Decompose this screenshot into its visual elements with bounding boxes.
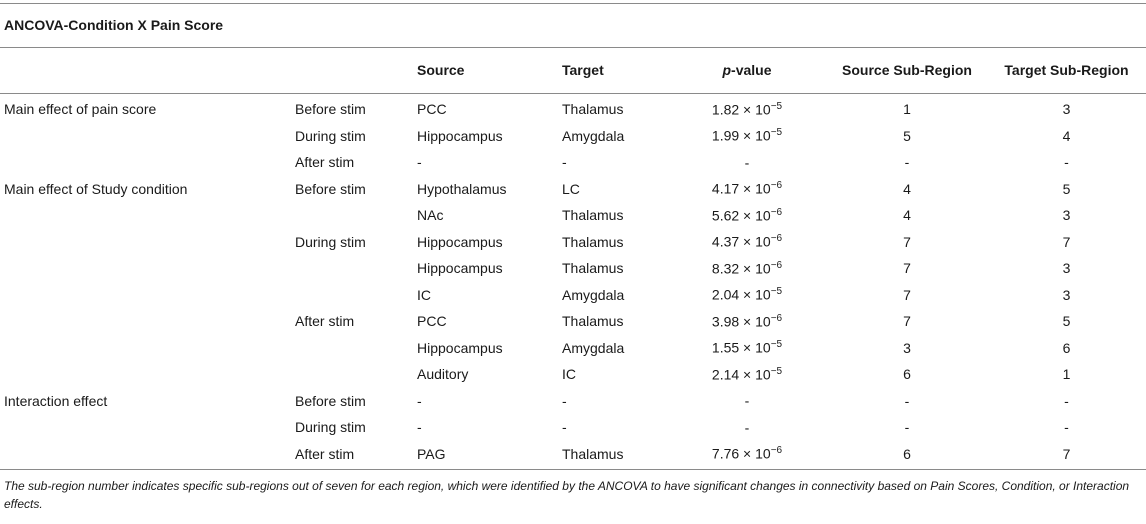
cell-source: - — [417, 154, 422, 171]
header-p-value-rest: -value — [731, 62, 772, 78]
cell-p-value — [667, 308, 827, 335]
p-value-mantissa: 2.04 × 10 — [711, 287, 771, 304]
table-row — [0, 414, 1146, 441]
table-row — [0, 388, 1146, 415]
cell-target: Thalamus — [562, 260, 624, 277]
cell-p-value — [667, 335, 827, 362]
cell-p-value — [667, 441, 827, 468]
cell-phase: During stim — [295, 127, 366, 144]
cell-target: - — [562, 154, 567, 171]
header-p-value — [667, 48, 827, 92]
cell-target: Amygdala — [562, 339, 625, 356]
table-row — [0, 335, 1146, 362]
cell-phase — [295, 202, 417, 229]
cell-phase — [295, 282, 417, 309]
table-row — [0, 255, 1146, 282]
cell-source: Hippocampus — [417, 260, 503, 277]
table-row — [0, 202, 1146, 229]
header-source: Source — [417, 62, 465, 78]
cell-source: PCC — [417, 101, 447, 118]
cell-effect — [0, 361, 295, 388]
cell-effect — [0, 202, 295, 229]
p-value-mantissa: 1.99 × 10 — [711, 128, 771, 145]
cell-phase: After stim — [295, 154, 355, 171]
cell-source-subregion: - — [904, 392, 910, 409]
p-value-exponent: −5 — [770, 286, 783, 298]
cell-source: Hypothalamus — [417, 180, 507, 197]
p-value-exponent: −5 — [770, 365, 783, 377]
p-value-mantissa: 2.14 × 10 — [711, 366, 771, 383]
cell-p-value — [667, 123, 827, 150]
cell-target: LC — [562, 180, 580, 197]
cell-source-subregion: 7 — [903, 260, 911, 277]
table-row — [0, 308, 1146, 335]
cell-p-value — [667, 176, 827, 203]
p-value-mantissa: 1.55 × 10 — [711, 340, 771, 357]
cell-source: NAc — [417, 207, 444, 224]
cell-target: IC — [562, 366, 576, 383]
table-row — [0, 441, 1146, 468]
cell-source: PAG — [417, 445, 446, 462]
cell-source: Hippocampus — [417, 233, 503, 250]
cell-target-subregion: - — [1064, 419, 1069, 436]
cell-target-subregion: 4 — [1062, 127, 1071, 144]
cell-target: - — [562, 392, 567, 409]
cell-target-subregion: - — [1064, 154, 1069, 171]
table-row — [0, 176, 1146, 203]
header-target-subregion: Target Sub-Region — [1004, 62, 1129, 78]
cell-source: Hippocampus — [417, 127, 503, 144]
cell-target-subregion: 1 — [1062, 366, 1071, 383]
header-source-subregion: Source Sub-Region — [842, 62, 972, 78]
cell-source: - — [417, 419, 422, 436]
cell-target: Thalamus — [562, 313, 624, 330]
cell-source-subregion: - — [904, 154, 910, 171]
table-row — [0, 149, 1146, 176]
cell-source-subregion: 4 — [903, 180, 911, 197]
p-value-exponent: −6 — [770, 312, 783, 324]
table-body — [0, 92, 1146, 467]
cell-target: Thalamus — [562, 233, 624, 250]
p-value-mantissa: 1.82 × 10 — [711, 101, 771, 118]
cell-source: IC — [417, 286, 431, 303]
p-value-mantissa: 4.17 × 10 — [711, 181, 771, 198]
cell-target-subregion: 5 — [1062, 313, 1071, 330]
cell-target: Amygdala — [562, 286, 625, 303]
cell-source-subregion: 6 — [903, 366, 911, 383]
cell-phase: After stim — [295, 313, 355, 330]
cell-phase: After stim — [295, 445, 355, 462]
cell-effect — [0, 149, 295, 176]
cell-phase: Before stim — [295, 101, 366, 118]
cell-source-subregion: 3 — [903, 339, 911, 356]
cell-source: PCC — [417, 313, 447, 330]
cell-source-subregion: 6 — [903, 445, 911, 462]
cell-target-subregion: 3 — [1062, 101, 1071, 118]
cell-phase: Before stim — [295, 180, 366, 197]
cell-p-value — [667, 282, 827, 309]
header-rule — [0, 93, 1146, 94]
cell-target-subregion: 3 — [1062, 260, 1071, 277]
cell-target: Thalamus — [562, 101, 624, 118]
header-row — [0, 48, 1146, 92]
cell-source-subregion: 7 — [903, 313, 911, 330]
cell-effect — [0, 282, 295, 309]
p-value-exponent: −5 — [770, 127, 783, 139]
cell-effect: Main effect of Study condition — [4, 180, 188, 197]
cell-target-subregion: 7 — [1062, 445, 1071, 462]
header-target: Target — [562, 62, 604, 78]
cell-effect — [0, 441, 295, 468]
cell-effect: Interaction effect — [4, 392, 108, 409]
cell-p-value — [667, 202, 827, 229]
p-value-exponent: −6 — [770, 206, 783, 218]
p-value-exponent: −6 — [770, 233, 783, 245]
cell-effect — [0, 414, 295, 441]
cell-p-value — [667, 388, 827, 415]
cell-phase — [295, 255, 417, 282]
table-row — [0, 282, 1146, 309]
cell-effect: Main effect of pain score — [4, 101, 157, 118]
cell-effect — [0, 229, 295, 256]
cell-p-value — [667, 255, 827, 282]
cell-effect — [0, 255, 295, 282]
p-value-exponent: −5 — [770, 339, 783, 351]
cell-phase — [295, 335, 417, 362]
header-effect — [0, 48, 295, 92]
table-title: ANCOVA-Condition X Pain Score — [4, 17, 224, 33]
cell-target: Thalamus — [562, 445, 624, 462]
cell-target-subregion: 3 — [1062, 286, 1071, 303]
p-value-mantissa: 5.62 × 10 — [711, 207, 771, 224]
cell-source-subregion: - — [904, 419, 910, 436]
cell-source-subregion: 4 — [903, 207, 911, 224]
table-footnote: The sub-region number indicates specific sub-regions out of seven for each region, which were identified by the ANCOVA to have significant changes in connectivity based on Pain Scores, Condition, or Interaction effects. — [4, 479, 1130, 511]
table-header — [0, 48, 1146, 92]
header-phase — [295, 48, 417, 92]
cell-target-subregion: 7 — [1062, 233, 1071, 250]
p-value-mantissa: 4.37 × 10 — [711, 234, 771, 251]
cell-target-subregion: 3 — [1062, 207, 1071, 224]
p-value-mantissa: - — [744, 419, 750, 436]
bottom-rule — [0, 469, 1146, 470]
cell-target-subregion: 5 — [1062, 180, 1071, 197]
table-row — [0, 361, 1146, 388]
table-row — [0, 229, 1146, 256]
table-row — [0, 123, 1146, 150]
table-row — [0, 92, 1146, 123]
cell-p-value — [667, 229, 827, 256]
cell-p-value — [667, 149, 827, 176]
cell-source: - — [417, 392, 422, 409]
cell-target-subregion: 6 — [1062, 339, 1071, 356]
cell-phase: Before stim — [295, 392, 366, 409]
p-value-exponent: −6 — [770, 259, 783, 271]
p-value-exponent: −6 — [770, 180, 783, 192]
cell-effect — [0, 123, 295, 150]
cell-p-value — [667, 92, 827, 123]
cell-p-value — [667, 414, 827, 441]
cell-effect — [0, 308, 295, 335]
p-value-mantissa: - — [744, 154, 750, 171]
cell-source-subregion: 7 — [903, 233, 911, 250]
p-value-mantissa: 8.32 × 10 — [711, 260, 771, 277]
cell-target: - — [562, 419, 567, 436]
p-value-mantissa: 3.98 × 10 — [711, 313, 771, 330]
header-p-value-italic: p — [722, 62, 732, 78]
cell-effect — [0, 335, 295, 362]
cell-p-value — [667, 361, 827, 388]
cell-source-subregion: 7 — [903, 286, 911, 303]
p-value-mantissa: 7.76 × 10 — [711, 446, 771, 463]
cell-target-subregion: - — [1064, 392, 1069, 409]
cell-source-subregion: 1 — [903, 101, 911, 118]
cell-phase: During stim — [295, 419, 366, 436]
p-value-exponent: −5 — [770, 100, 783, 112]
p-value-mantissa: - — [744, 393, 750, 410]
cell-source: Hippocampus — [417, 339, 503, 356]
cell-target: Thalamus — [562, 207, 624, 224]
results-table — [0, 48, 1146, 467]
cell-source: Auditory — [417, 366, 469, 383]
cell-phase: During stim — [295, 233, 366, 250]
cell-phase — [295, 361, 417, 388]
cell-target: Amygdala — [562, 127, 625, 144]
p-value-exponent: −6 — [770, 445, 783, 457]
cell-source-subregion: 5 — [903, 127, 911, 144]
top-rule — [0, 3, 1146, 4]
